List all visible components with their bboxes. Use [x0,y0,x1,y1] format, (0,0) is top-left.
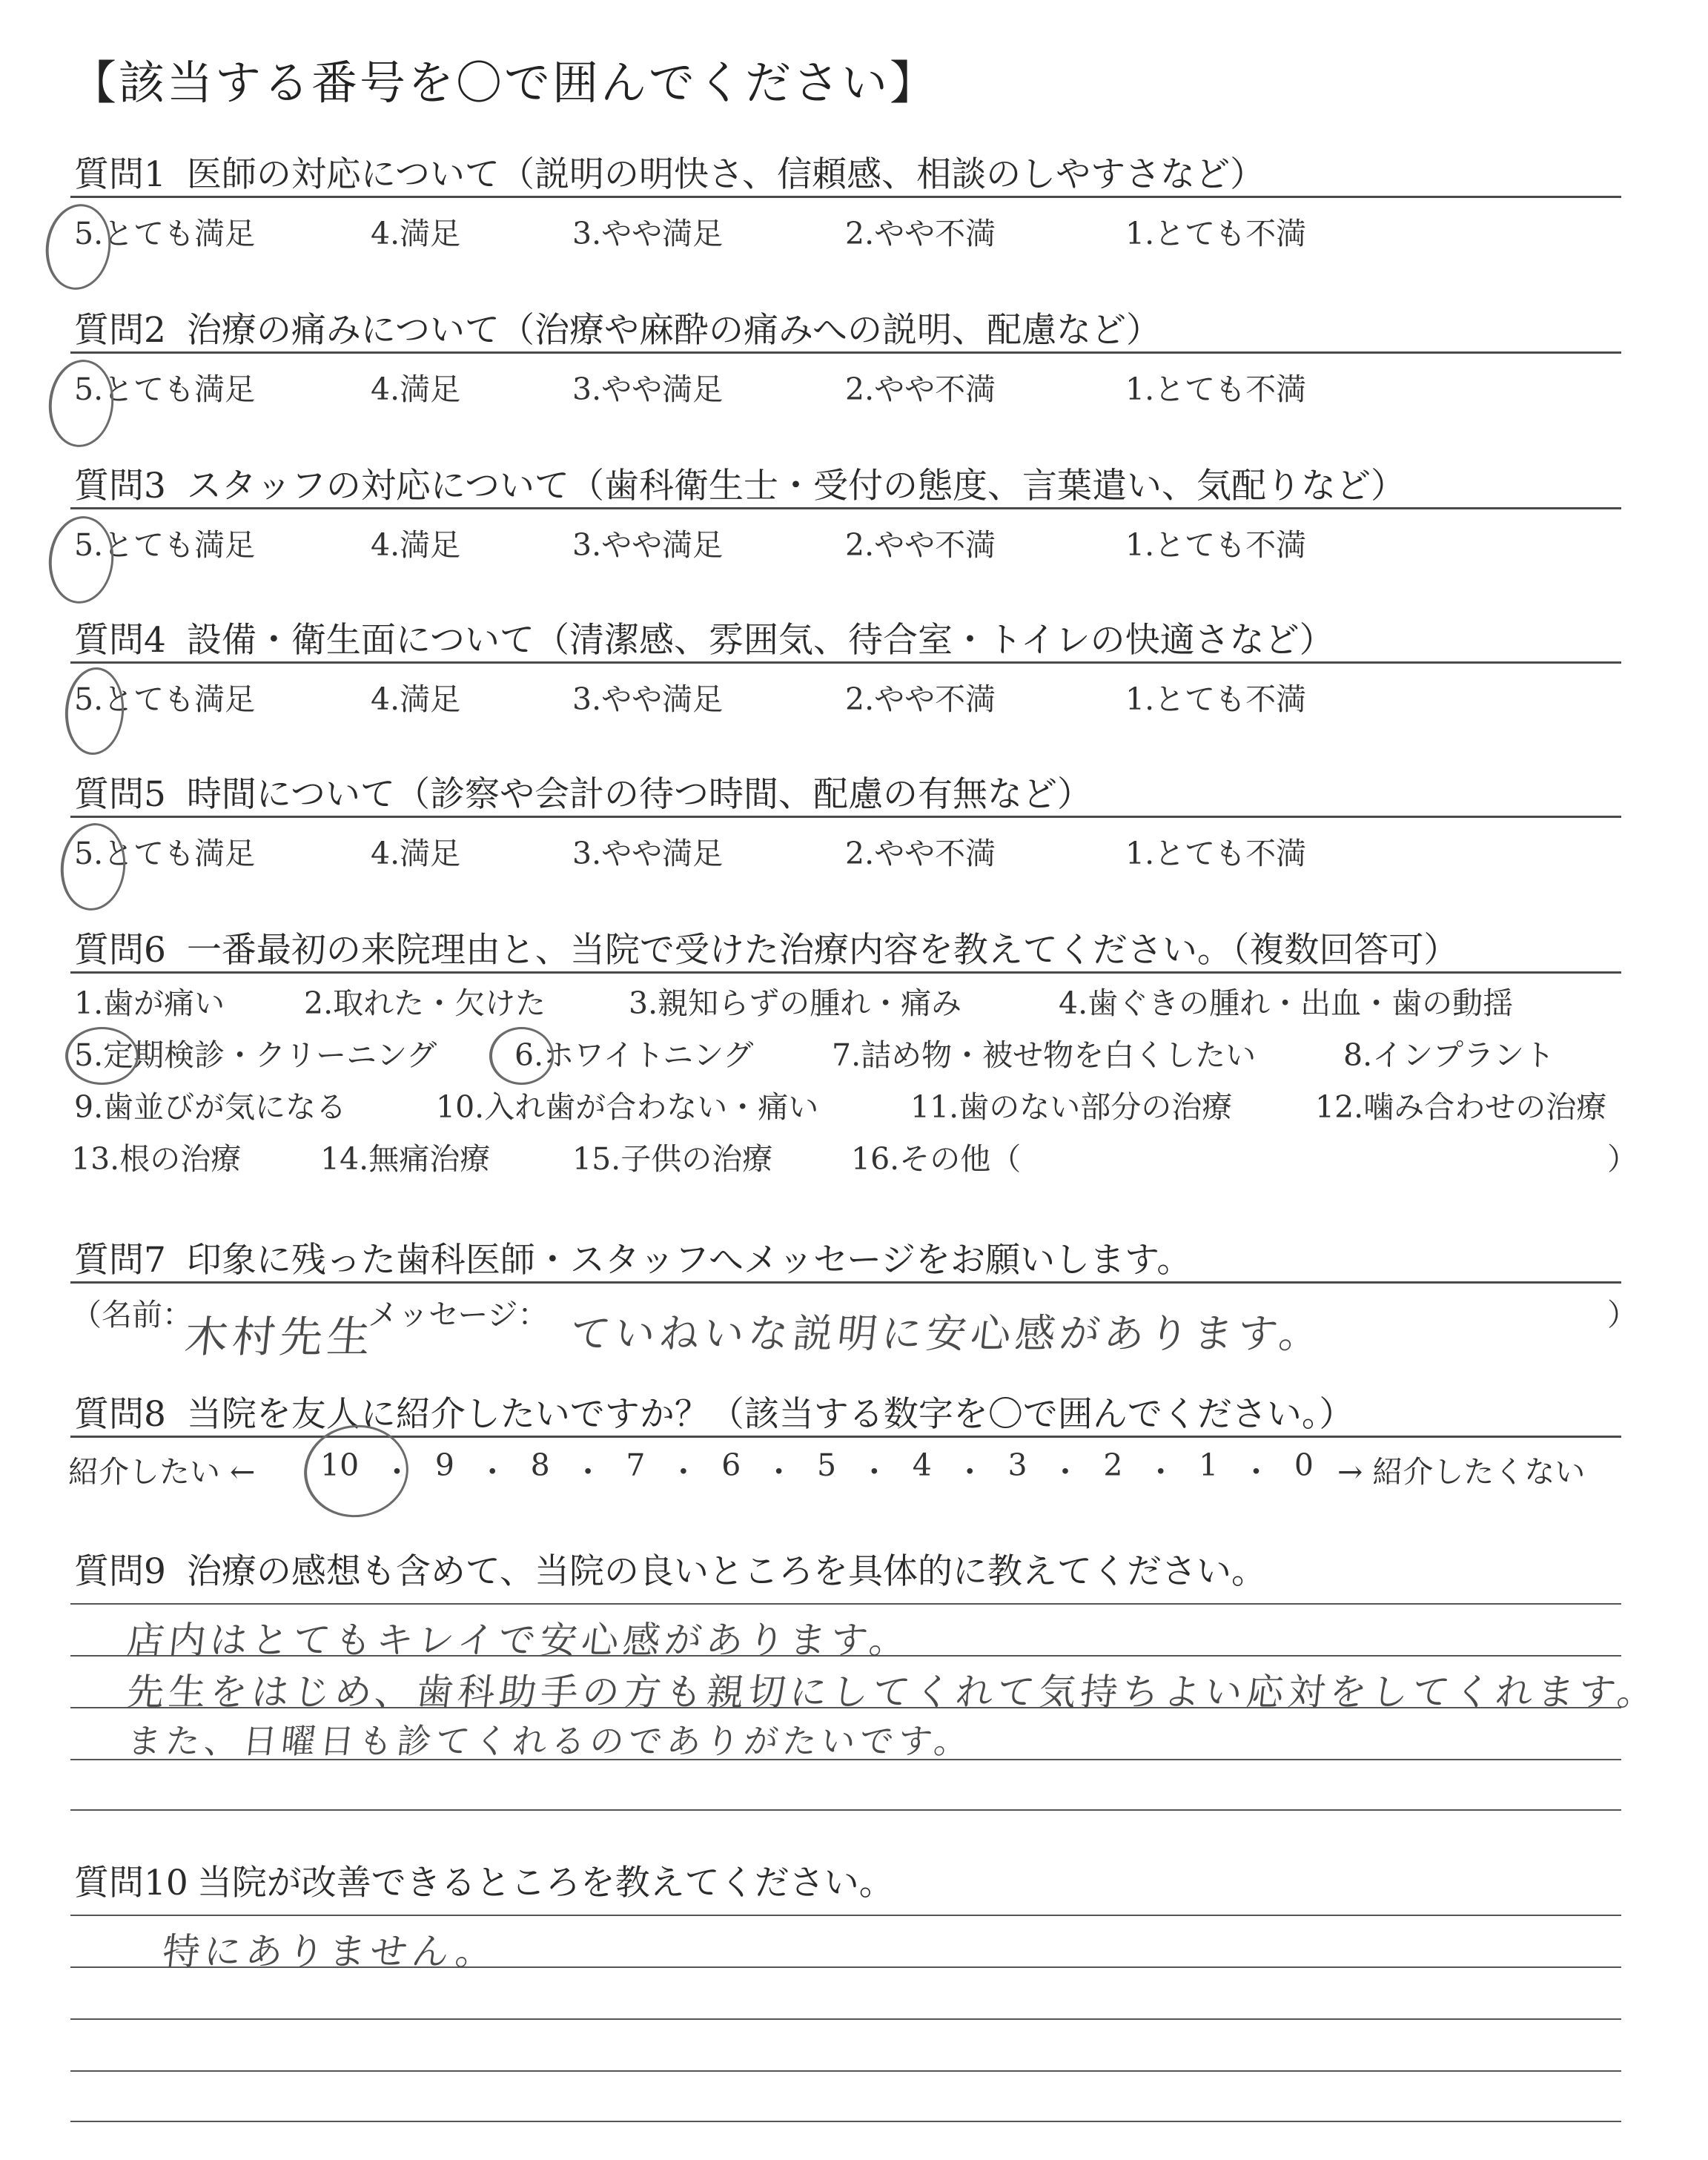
scale-value[interactable]: 4 [912,1447,932,1483]
q9-answer-line[interactable]: 店内はとてもキレイで安心感があります。 [125,1619,913,1662]
question-number: 質問5 [74,774,166,815]
q10-answer-line[interactable]: 特にありません。 [160,1930,500,1973]
q6-option[interactable]: 5.定期検診・クリーニング [74,1037,437,1073]
q6-option[interactable]: 3.親知らずの腫れ・痛み [629,985,962,1021]
option-2[interactable]: 2.やや不満 [845,216,996,251]
option-2[interactable]: 2.やや不満 [845,371,996,407]
option-2[interactable]: 2.やや不満 [845,527,996,563]
option-5[interactable]: 5.とても満足 [74,371,256,407]
option-1[interactable]: 1.とても不満 [1125,836,1307,871]
question-rule [70,507,1621,509]
page-title: 【該当する番号を〇で囲んでください】 [70,56,939,110]
scale-value[interactable]: 3 [1007,1447,1027,1483]
question-1-heading [74,147,1265,196]
question-3-heading [74,458,1406,508]
question-number: 質問8 [74,1394,166,1435]
scale-dot: ・ [1145,1454,1176,1490]
recommend-scale [320,1447,1314,1491]
option-3[interactable]: 3.やや満足 [572,527,724,563]
question-number: 質問4 [74,620,166,661]
question-text: 治療の感想も含めて、当院の良いところを具体的に教えてください。 [186,1551,1266,1592]
question-rule [70,971,1621,974]
option-5[interactable]: 5.とても満足 [74,527,256,563]
name-label: （名前： [71,1297,193,1332]
scale-value[interactable]: 2 [1103,1447,1123,1483]
recommend-left-label: 紹介したい ← [68,1454,256,1490]
q6-option[interactable]: 7.詰め物・被せ物を白くしたい [832,1037,1257,1073]
question-number: 質問7 [74,1240,166,1281]
question-4-heading [74,612,1334,662]
question-rule [70,1281,1621,1284]
question-text: 一番最初の来院理由と、当院で受けた治療内容を教えてください。（複数回答可） [186,930,1459,971]
recommend-right-label: → 紹介したくない [1337,1454,1586,1490]
option-4[interactable]: 4.満足 [371,371,461,407]
scale-dot: ・ [954,1454,985,1490]
scale-dot: ・ [1241,1454,1272,1490]
q6-option[interactable]: 13.根の治療 [71,1141,242,1177]
option-3[interactable]: 3.やや満足 [572,681,724,717]
question-7-heading [74,1232,1191,1282]
q6-option[interactable]: 14.無痛治療 [320,1141,491,1177]
option-5[interactable]: 5.とても満足 [74,216,256,251]
q6-option[interactable]: 15.子供の治療 [572,1141,773,1177]
option-1[interactable]: 1.とても不満 [1125,216,1307,251]
question-rule [70,816,1621,818]
q6-option[interactable]: 4.歯ぐきの腫れ・出血・歯の動揺 [1059,985,1514,1021]
option-2[interactable]: 2.やや不満 [845,681,996,717]
q6-option[interactable]: 10.入れ歯が合わない・痛い [436,1089,819,1125]
question-number: 質問10 [74,1863,188,1903]
question-rule [70,661,1621,664]
answer-line [70,1809,1621,1811]
scale-dot: ・ [764,1454,795,1490]
question-text: 印象に残った歯科医師・スタッフへメッセージをお願いします。 [186,1240,1192,1281]
scale-value[interactable]: 1 [1199,1447,1219,1483]
scale-value[interactable]: 8 [530,1447,550,1483]
question-10-heading [74,1855,894,1905]
option-1[interactable]: 1.とても不満 [1125,527,1307,563]
scale-value[interactable]: 10 [320,1447,360,1483]
option-3[interactable]: 3.やや満足 [572,371,724,407]
q9-answer-line[interactable]: また、日曜日も診てくれるのでありがたいです。 [125,1721,975,1761]
question-5-heading [74,767,1092,816]
question-text: 治療の痛みについて（治療や麻酔の痛みへの説明、配慮など） [186,310,1162,351]
option-3[interactable]: 3.やや満足 [572,836,724,871]
question-text: 当院が改善できるところを教えてください。 [196,1863,894,1903]
question-2-heading [74,303,1161,352]
question-text: スタッフの対応について（歯科衛生士・受付の態度、言葉遣い、気配りなど） [186,466,1406,506]
question-number: 質問6 [74,930,166,971]
q6-option[interactable]: 9.歯並びが気になる [74,1089,347,1125]
option-4[interactable]: 4.満足 [371,836,461,871]
option-4[interactable]: 4.満足 [371,681,461,717]
question-text: 当院を友人に紹介したいですか？（該当する数字を〇で囲んでください。） [186,1394,1354,1435]
question-number: 質問2 [74,310,166,351]
question-6-heading [74,922,1458,972]
q6-circle-mark [489,1027,554,1085]
scale-dot: ・ [572,1454,603,1490]
question-number: 質問9 [74,1551,166,1592]
option-4[interactable]: 4.満足 [371,527,461,563]
question-text: 設備・衛生面について（清潔感、雰囲気、待合室・トイレの快適さなど） [186,620,1334,661]
answer-line [70,2121,1621,2122]
q9-answer-line[interactable]: 先生をはじめ、歯科助手の方も親切にしてくれて気持ちよい応対をしてくれます。 [125,1671,1661,1714]
question-number: 質問1 [74,154,166,195]
option-1[interactable]: 1.とても不満 [1125,371,1307,407]
scale-dot: ・ [1050,1454,1081,1490]
message-answer[interactable]: ていねいな説明に安心感があります。 [568,1310,1326,1357]
option-2[interactable]: 2.やや不満 [845,836,996,871]
question-8-heading [74,1387,1354,1436]
scale-value[interactable]: 5 [816,1447,837,1483]
q6-option[interactable]: 6.ホワイトニング [514,1037,754,1073]
question-text: 医師の対応について（説明の明快さ、信頼感、相談のしやすさなど） [186,154,1265,195]
scale-dot: ・ [477,1454,508,1490]
option-3[interactable]: 3.やや満足 [572,216,724,251]
q6-option[interactable]: 1.歯が痛い [74,985,225,1021]
scale-dot: ・ [858,1454,890,1490]
answer-line [70,1603,1621,1605]
answer-line [70,2070,1621,2072]
answer-line [70,1915,1621,1916]
message-label: メッセージ： [368,1297,549,1332]
scale-value[interactable]: 6 [721,1447,741,1483]
q6-circle-mark [65,1027,139,1085]
question-rule [70,351,1621,354]
name-answer[interactable]: 木村先生 [182,1312,378,1362]
q7-close-paren: ） [1607,1297,1638,1332]
question-text: 時間について（診察や会計の待つ時間、配慮の有無など） [186,774,1092,815]
option-1[interactable]: 1.とても不満 [1125,681,1307,717]
answer-line [70,2018,1621,2020]
scale-value[interactable]: 7 [626,1447,646,1483]
scale-dot: ・ [382,1454,413,1490]
option-4[interactable]: 4.満足 [371,216,461,251]
option-5[interactable]: 5.とても満足 [74,681,256,717]
q6-close-paren: ） [1607,1141,1638,1177]
q6-option[interactable]: 12.噛み合わせの治療 [1315,1089,1607,1125]
q6-option[interactable]: 11.歯のない部分の治療 [910,1089,1233,1125]
scale-dot: ・ [668,1454,699,1490]
option-5[interactable]: 5.とても満足 [74,836,256,871]
question-rule [70,1436,1621,1438]
scale-value[interactable]: 9 [434,1447,454,1483]
question-9-heading [74,1544,1266,1593]
question-rule [70,196,1621,198]
q6-option[interactable]: 16.その他（ [851,1141,1022,1177]
question-number: 質問3 [74,466,166,506]
q6-option[interactable]: 8.インプラント [1343,1037,1555,1073]
scale-value[interactable]: 0 [1294,1447,1314,1483]
q6-option[interactable]: 2.取れた・欠けた [304,985,546,1021]
